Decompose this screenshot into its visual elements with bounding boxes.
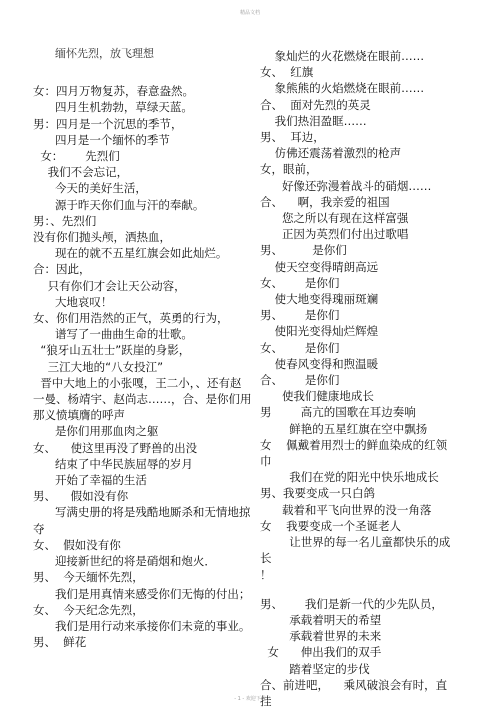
script-line: 没有你们抛头颅，洒热血， bbox=[33, 230, 171, 245]
script-line: 男、我要变成一只白鸽 bbox=[260, 486, 375, 501]
script-line: 好像还弥漫着战斗的硝烟…… bbox=[260, 178, 432, 193]
script-line: 我们在党的阳光中快乐地成长 bbox=[260, 470, 439, 485]
script-line: 合、 啊，我亲爱的祖国 bbox=[260, 194, 390, 209]
script-line: 源于昨天你们血与汗的奉献。 bbox=[33, 197, 205, 212]
script-line: 是你们用那血肉之躯 bbox=[33, 424, 159, 439]
script-line: 使天空变得晴朗高远 bbox=[260, 259, 379, 274]
script-line: 您之所以有现在这样富强 bbox=[260, 211, 409, 226]
script-line: ！ bbox=[260, 567, 272, 582]
script-line: 合、 是你们 bbox=[260, 373, 340, 388]
script-line: 正因为英烈们付出过歌唱 bbox=[260, 227, 409, 242]
script-line: 仿佛还震荡着激烈的枪声 bbox=[260, 146, 402, 161]
script-line: 只有你们才会让天公动容， bbox=[33, 278, 186, 293]
left-column bbox=[33, 46, 253, 650]
script-line: 合、前进吧， 乘风破浪会有时，直挂 bbox=[260, 677, 448, 708]
script-line bbox=[260, 583, 455, 596]
script-line: “狼牙山五壮士”跃崖的身影， bbox=[33, 343, 191, 358]
script-line: 男：四月是一个沉思的季节， bbox=[33, 116, 183, 131]
script-line: 男、 鲜花 bbox=[33, 635, 87, 650]
script-line: 女，眼前， bbox=[260, 162, 318, 177]
script-line: 承载着明天的希望 bbox=[260, 612, 382, 627]
script-line: 男、 今天缅怀先烈， bbox=[33, 570, 144, 585]
script-line: 女 我要变成一个圣诞老人 bbox=[260, 518, 402, 533]
script-line: 女、 是你们 bbox=[260, 340, 340, 355]
script-line: 合、 面对先烈的英灵 bbox=[260, 97, 371, 112]
script-line: 女、 今天纪念先烈， bbox=[33, 602, 144, 617]
script-line: 结束了中华民族屈辱的岁月 bbox=[33, 456, 193, 471]
right-column bbox=[260, 48, 455, 709]
script-line: 男、 我们是新一代的少先队员， bbox=[260, 596, 443, 611]
script-line: 大地哀叹！ bbox=[33, 294, 113, 309]
script-line: 三江大地的“八女投江” bbox=[33, 359, 164, 374]
script-line: 今天的美好生活， bbox=[33, 181, 147, 196]
script-line: 男 高亢的国歌在耳边奏响 bbox=[260, 405, 416, 420]
script-line: 男、 假如没有你 bbox=[33, 489, 129, 504]
script-line: 载着和平飞向世界的没一角落 bbox=[260, 502, 432, 517]
script-line: 晋中大地上的小张嘎，王二小，、还有赵一曼、杨靖宇、赵尚志……，合、是你们用那义愤填膺的呼声 bbox=[33, 375, 252, 423]
script-line: 四月生机勃勃，草绿天蓝。 bbox=[33, 100, 193, 115]
script-line: 开始了幸福的生活 bbox=[33, 473, 147, 488]
script-line: 女：四月万物复苏，春意盎然。 bbox=[33, 84, 194, 99]
script-line: 鲜艳的五星红旗在空中飘扬 bbox=[260, 421, 428, 436]
script-line: 女、你们用浩然的正气，英勇的行为， bbox=[33, 311, 229, 326]
script-line: 男：、先烈们 bbox=[33, 213, 97, 228]
script-line: 我们是用真情来感受你们无悔的付出； bbox=[33, 586, 251, 601]
script-line: 合：因此， bbox=[33, 262, 91, 277]
script-line: 象熊熊的火焰燃烧在眼前…… bbox=[260, 81, 425, 96]
script-line: 女 伸出我们的双手 bbox=[260, 645, 382, 660]
script-line: 谱写了一曲曲生命的壮歌。 bbox=[33, 327, 193, 342]
page-footer: - 1 - 欢迎下载 bbox=[234, 696, 266, 702]
script-line: 使春风变得和煦温暖 bbox=[260, 356, 379, 371]
script-line: 承载着世界的未来 bbox=[260, 629, 382, 644]
script-line: 男、 是你们 bbox=[260, 243, 347, 258]
script-line: 四月是一个缅怀的季节 bbox=[33, 132, 170, 147]
script-line: 女、 是你们 bbox=[260, 275, 340, 290]
script-line: 踏着坚定的步伐 bbox=[260, 661, 370, 676]
script-line: 我们不会忘记， bbox=[33, 165, 129, 180]
script-line: 女、 假如没有你 bbox=[33, 537, 121, 552]
script-line: 使阳光变得灿烂辉煌 bbox=[260, 324, 379, 339]
script-line: 迎接新世纪的将是硝烟和炮火． bbox=[33, 554, 216, 569]
script-line: 男、 是你们 bbox=[260, 308, 340, 323]
document-title: 缅怀先烈，放飞理想 bbox=[55, 47, 154, 60]
script-line: 使大地变得瑰丽斑斓 bbox=[260, 292, 379, 307]
script-line: 女、 红旗 bbox=[260, 65, 314, 80]
script-line: 让世界的每一名儿童都快乐的成长 bbox=[260, 535, 451, 566]
script-line: 我们热泪盈眶…… bbox=[260, 113, 367, 128]
script-line: 男、 耳边， bbox=[260, 130, 325, 145]
script-line: 我们是用行动来承接你们未竟的事业。 bbox=[33, 618, 251, 633]
script-line: 象灿烂的火花燃烧在眼前…… bbox=[260, 49, 425, 63]
script-line: 使我们健康地成长 bbox=[260, 389, 374, 404]
script-line: 写满史册的将是残酷地厮杀和无情地掠夺 bbox=[33, 505, 251, 536]
script-line: 现在的就不五星红旗会如此灿烂。 bbox=[33, 246, 228, 261]
script-line: 女 佩戴着用烈士的鲜血染成的红领巾 bbox=[260, 437, 448, 469]
script-line: 女、 使这里再没了野兽的出没 bbox=[33, 440, 198, 455]
script-line: 女： 先烈们 bbox=[33, 149, 120, 164]
page-header: 精品文档 bbox=[239, 10, 260, 16]
